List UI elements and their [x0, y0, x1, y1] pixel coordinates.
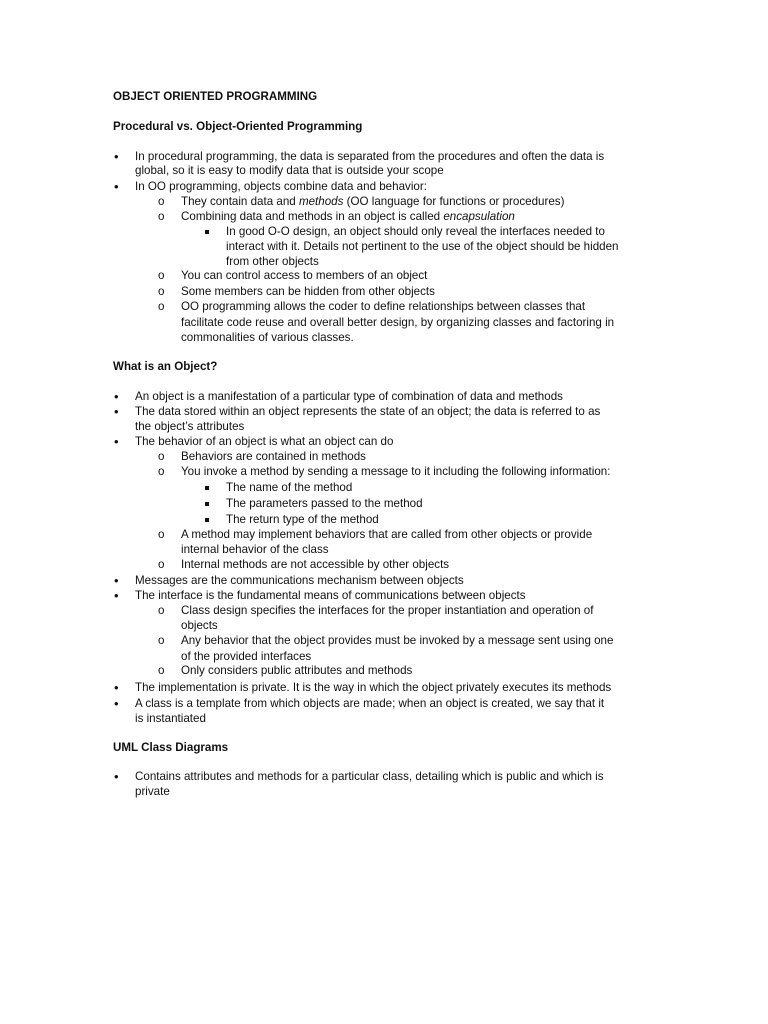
sub-sub-bullet-text: from other objects	[226, 255, 319, 268]
sub-bullet-text: Behaviors are contained in methods	[181, 450, 366, 463]
bullet-text: global, so it is easy to modify data that is outside your scope	[135, 164, 444, 177]
bullet-text: The interface is the fundamental means of communications between objects	[135, 589, 526, 602]
sub-bullet-marker: o	[158, 300, 165, 313]
bullet-marker: •	[114, 404, 119, 419]
sub-bullet-marker: o	[158, 285, 165, 298]
sub-bullet-text: They contain data and methods (OO language for functions or procedures)	[181, 195, 565, 208]
sub-bullet-text: You can control access to members of an object	[181, 269, 428, 282]
section-heading-what-is-an-object: What is an Object?	[113, 360, 218, 373]
bullet-marker: •	[114, 573, 119, 588]
bullet-text: Messages are the communications mechanism between objects	[135, 574, 464, 587]
sub-bullet-text: Some members can be hidden from other objects	[181, 285, 435, 298]
sub-bullet-text: objects	[181, 619, 218, 632]
sub-bullet-marker: o	[158, 465, 165, 478]
sub-sub-bullet-text: The parameters passed to the method	[226, 497, 423, 510]
sub-sub-bullet-text: In good O-O design, an object should only reveal the interfaces needed to	[226, 225, 605, 238]
section-heading-uml-class-diagrams: UML Class Diagrams	[113, 741, 229, 754]
sub-bullet-marker: o	[158, 664, 165, 677]
bullet-text: An object is a manifestation of a particular type of combination of data and methods	[135, 390, 563, 403]
bullet-text: A class is a template from which objects are made; when an object is created, we say that it	[135, 697, 605, 710]
sub-bullet-marker: o	[158, 195, 165, 208]
sub-bullet-text: facilitate code reuse and overall better design, by organizing classes and factoring in	[181, 316, 615, 329]
sub-bullet-marker: o	[158, 604, 165, 617]
bullet-marker: •	[114, 389, 119, 404]
bullet-text: In procedural programming, the data is separated from the procedures and often the data is	[135, 150, 605, 163]
bullet-text: is instantiated	[135, 712, 206, 725]
bullet-marker: •	[114, 588, 119, 603]
square-bullet-marker	[205, 486, 209, 490]
sub-bullet-marker: o	[158, 558, 165, 571]
bullet-text: The data stored within an object represents the state of an object; the data is referred to as	[135, 405, 601, 418]
square-bullet-marker	[205, 230, 209, 234]
sub-bullet-text: Internal methods are not accessible by other objects	[181, 558, 450, 571]
square-bullet-marker	[205, 502, 209, 506]
sub-bullet-text: commonalities of various classes.	[181, 331, 354, 344]
section-heading-procedural-vs-oo: Procedural vs. Object-Oriented Programming	[113, 120, 363, 133]
document-title: OBJECT ORIENTED PROGRAMMING	[113, 90, 318, 103]
bullet-text: The behavior of an object is what an object can do	[135, 435, 394, 448]
sub-bullet-text: You invoke a method by sending a message to it including the following information:	[181, 465, 611, 478]
bullet-marker: •	[114, 434, 119, 449]
bullet-marker: •	[114, 769, 119, 784]
bullet-marker: •	[114, 696, 119, 711]
bullet-text: The implementation is private. It is the way in which the object privately executes its methods	[135, 681, 612, 694]
sub-bullet-text: OO programming allows the coder to define relationships between classes that	[181, 300, 586, 313]
sub-sub-bullet-text: The return type of the method	[226, 513, 379, 526]
bullet-marker: •	[114, 680, 119, 695]
sub-bullet-text: of the provided interfaces	[181, 650, 312, 663]
sub-bullet-text: Combining data and methods in an object is called encapsulation	[181, 210, 515, 223]
sub-bullet-text: A method may implement behaviors that are called from other objects or provide	[181, 528, 593, 541]
sub-bullet-text: Class design specifies the interfaces for the proper instantiation and operation of	[181, 604, 594, 617]
bullet-text: Contains attributes and methods for a particular class, detailing which is public and which is	[135, 770, 604, 783]
sub-sub-bullet-text: interact with it. Details not pertinent to the use of the object should be hidden	[226, 240, 619, 253]
sub-bullet-text: Any behavior that the object provides must be invoked by a message sent using one	[181, 634, 614, 647]
bullet-text: the object’s attributes	[135, 420, 245, 433]
bullet-text: In OO programming, objects combine data and behavior:	[135, 180, 427, 193]
sub-bullet-marker: o	[158, 269, 165, 282]
sub-sub-bullet-text: The name of the method	[226, 481, 353, 494]
bullet-text: private	[135, 785, 170, 798]
sub-bullet-marker: o	[158, 210, 165, 223]
bullet-marker: •	[114, 179, 119, 194]
sub-bullet-marker: o	[158, 528, 165, 541]
square-bullet-marker	[205, 518, 209, 522]
sub-bullet-marker: o	[158, 634, 165, 647]
bullet-marker: •	[114, 149, 119, 164]
sub-bullet-text: Only considers public attributes and methods	[181, 664, 413, 677]
sub-bullet-marker: o	[158, 450, 165, 463]
sub-bullet-text: internal behavior of the class	[181, 543, 329, 556]
